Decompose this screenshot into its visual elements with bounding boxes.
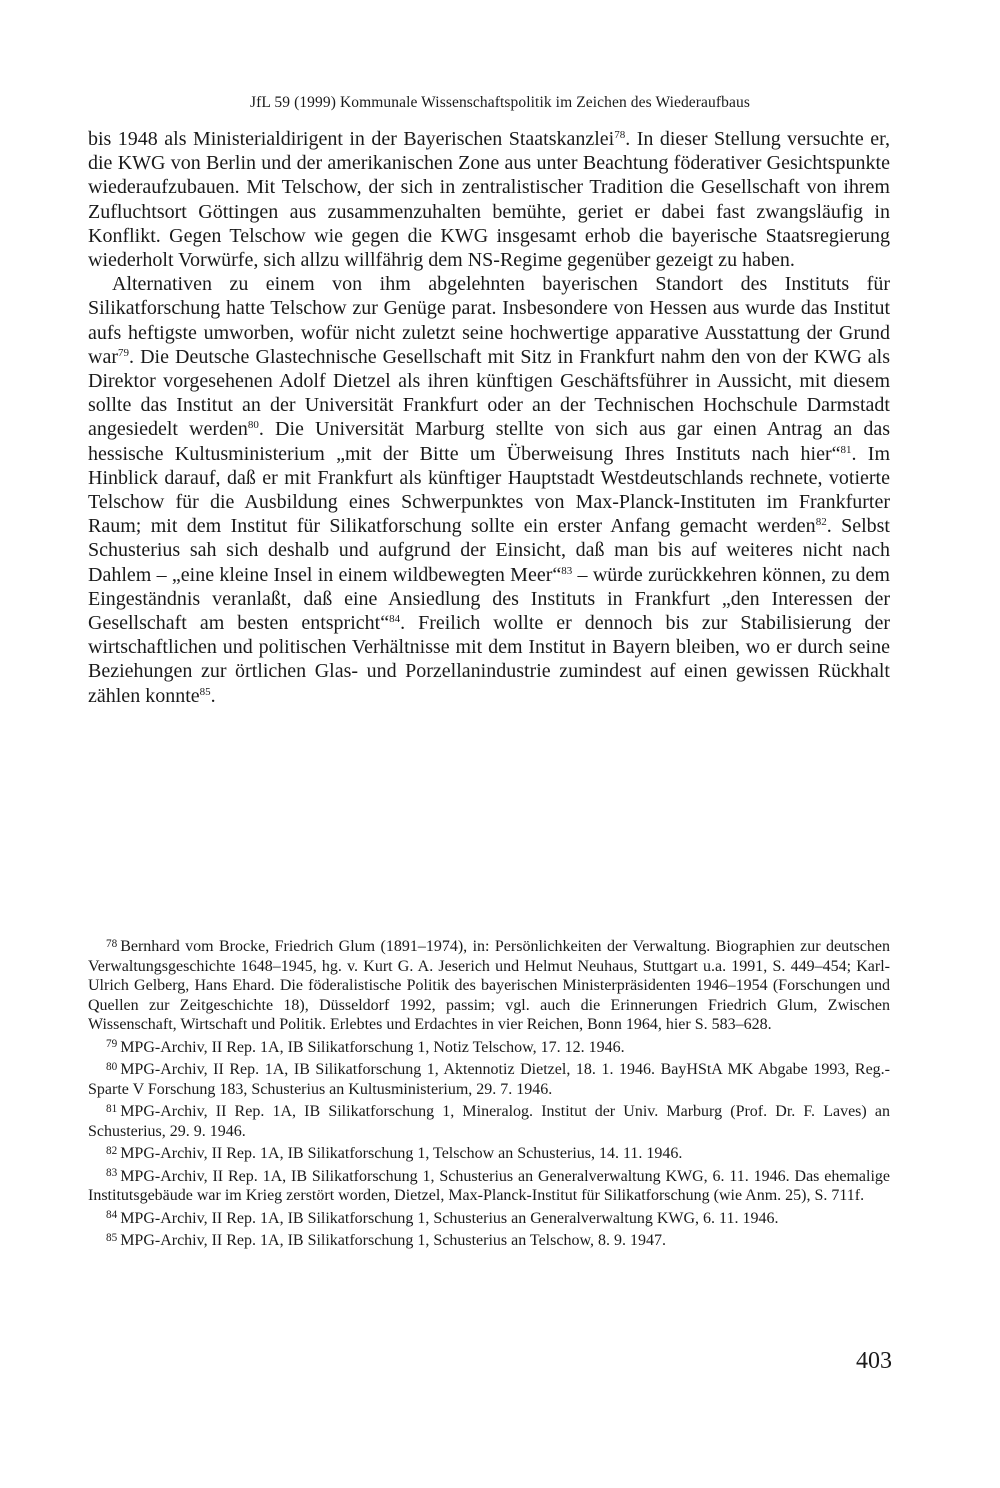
footnote-ref: 80: [247, 419, 259, 432]
footnote-text: MPG-Archiv, II Rep. 1A, IB Silikatforschung 1, Telschow an Schusterius, 14. 11. 1946.: [120, 1145, 683, 1162]
footnote-number: 79: [106, 1038, 118, 1051]
text-run: – würde zurückkehren können, zu dem Eingeständnis veranlaßt, daß eine Ansiedlung des Instituts in Frankfurt „den Interessen der Gesellschaft am besten entspricht“: [88, 563, 890, 635]
footnote-ref: 81: [840, 443, 852, 456]
footnote: [88, 1102, 890, 1141]
footnote-number: 85: [106, 1231, 118, 1244]
footnote-ref: 85: [199, 685, 211, 698]
text-run: . Im Hinblick darauf, daß er mit Frankfurt als künftiger Hauptstadt Westdeutschlands rechnete, votierte Telschow für die Ausbildung eines Schwerpunktes von Max-Planck-Instituten im Frankfurter Raum; mit dem Institut für Silikatforschung sollte ein erster Anfang gemacht werden: [88, 442, 890, 538]
footnote-text: Bernhard vom Brocke, Friedrich Glum (1891–1974), in: Persönlichkeiten der Verwaltung. Biographien zur deutschen Verwaltungsgeschichte 1648–1945, hg. v. Kurt G. A. Jeserich und Helmut Neuhaus, Stuttgart u.a. 1991, S. 449–454; Karl-Ulrich Gelberg, Hans Ehard. Die föderalistische Politik des bayerischen Ministerpräsidenten 1946–1954 (Forschungen und Quellen zur Zeitgeschichte 18), Düsseldorf 1992, passim; vgl. auch die Erinnerungen Friedrich Glum, Zwischen Wissenschaft, Wirtschaft und Politik. Erlebtes und Erdachtes in vier Reichen, Bonn 1964, hier S. 583–628.: [88, 938, 890, 1033]
footnote-number: 78: [106, 937, 118, 950]
text-run: bis 1948 als Ministerialdirigent in der Bayerischen Staatskanzlei: [88, 128, 615, 150]
footnote-ref: 82: [815, 516, 827, 529]
footnote: [88, 1167, 890, 1206]
text-run: . Selbst Schusterius sah sich deshalb und aufgrund der Einsicht, daß man bis auf weiteres nicht nach Dahlem – „eine kleine Insel in einem wildbewegten Meer“: [88, 515, 890, 586]
footnote-ref: 83: [561, 564, 573, 577]
footnote: [88, 1209, 890, 1229]
footnote-number: 83: [106, 1167, 118, 1180]
text-run: . In dieser Stellung versuchte er, die KWG von Berlin und der amerikanischen Zone aus unter Beachtung föderativer Gesichtspunkte wiederaufzubauen. Mit Telschow, der sich in zentralistischer Tradition die Gesellschaft von ihrem Zufluchtsort Göttingen aus zusammenzuhalten bemühte, geriet er dabei fast zwangsläufig in Konflikt. Gegen Telschow wie gegen die KWG insgesamt erhob die bayerische Staatsregierung wiederholt Vorwürfe, sich allzu willfährig dem NS-Regime gegenüber gezeigt zu haben.: [88, 128, 890, 272]
footnote-text: MPG-Archiv, II Rep. 1A, IB Silikatforschung 1, Schusterius an Telschow, 8. 9. 1947.: [120, 1232, 666, 1249]
main-text: [88, 127, 890, 708]
text-run: . Die Universität Marburg stellte von sich aus gar einen Antrag an das hessische Kultusministerium „mit der Bitte um Überweisung Ihres Instituts nach hier“: [88, 418, 890, 465]
footnote-ref: 78: [614, 128, 626, 141]
footnote-number: 82: [106, 1144, 118, 1157]
text-run: .: [210, 684, 216, 707]
footnote: [88, 1038, 890, 1058]
running-head: JfL 59 (1999) Kommunale Wissenschaftspolitik im Zeichen des Wiederaufbaus: [250, 94, 750, 111]
footnote-number: 84: [106, 1209, 118, 1222]
paragraph: [88, 272, 890, 708]
footnote-text: MPG-Archiv, II Rep. 1A, IB Silikatforschung 1, Aktennotiz Dietzel, 18. 1. 1946. BayHStA MK Abgabe 1993, Reg.-Sparte V Forschung 183, Schusterius an Kultusministerium, 29. 7. 1946.: [88, 1061, 890, 1098]
page-number: 403: [856, 1348, 892, 1374]
footnote: [88, 1144, 890, 1164]
footnote-number: 80: [106, 1060, 118, 1073]
footnote-ref: 79: [117, 346, 129, 359]
footnote-text: MPG-Archiv, II Rep. 1A, IB Silikatforschung 1, Schusterius an Generalverwaltung KWG, 6. 11. 1946.: [120, 1209, 779, 1227]
footnote-text: MPG-Archiv, II Rep. 1A, IB Silikatforschung 1, Notiz Telschow, 17. 12. 1946.: [120, 1038, 625, 1056]
footnote-text: MPG-Archiv, II Rep. 1A, IB Silikatforschung 1, Mineralog. Institut der Univ. Marburg (Prof. Dr. F. Laves) an Schusterius, 29. 9. 1946.: [88, 1103, 890, 1140]
text-run: . Die Deutsche Glastechnische Gesellschaft mit Sitz in Frankfurt nahm den von der KWG als Direktor vorgesehenen Adolf Dietzel als ihren künftigen Geschäftsführer in Aussicht, mit diesem sollte das Institut an der Universität Frankfurt oder an der Technischen Hochschule Darmstadt angesiedelt werden: [88, 345, 890, 441]
footnote-number: 81: [106, 1102, 118, 1115]
footnote: [88, 1060, 890, 1099]
text-run: Alternativen zu einem von ihm abgelehnten bayerischen Standort des Instituts für Silikatforschung hatte Telschow zur Genüge parat. Insbesondere von Hessen aus wurde das Institut aufs heftigste umworben, wofür nicht zuletzt seine hochwertige apparative Ausstattung der Grund war: [88, 273, 890, 368]
footnote: [88, 937, 890, 1035]
paragraph: [88, 127, 890, 272]
footnote-text: MPG-Archiv, II Rep. 1A, IB Silikatforschung 1, Schusterius an Generalverwaltung KWG, 6. 11. 1946. Das ehemalige Institutsgebäude war im Krieg zerstört worden, Dietzel, Max-Planck-Institut für Silikatforschung (wie Anm. 25), S. 711f.: [88, 1167, 890, 1204]
footnote-ref: 84: [389, 612, 401, 625]
footnotes: [88, 937, 890, 1254]
footnote: [88, 1231, 890, 1251]
text-run: . Freilich wollte er dennoch bis zur Stabilisierung der wirtschaftlichen und politischen Verhältnisse mit dem Institut in Bayern bleiben, wo er durch seine Beziehungen zur örtlichen Glas- und Porzellanindustrie zumindest auf einen gewissen Rückhalt zählen konnte: [88, 612, 890, 707]
